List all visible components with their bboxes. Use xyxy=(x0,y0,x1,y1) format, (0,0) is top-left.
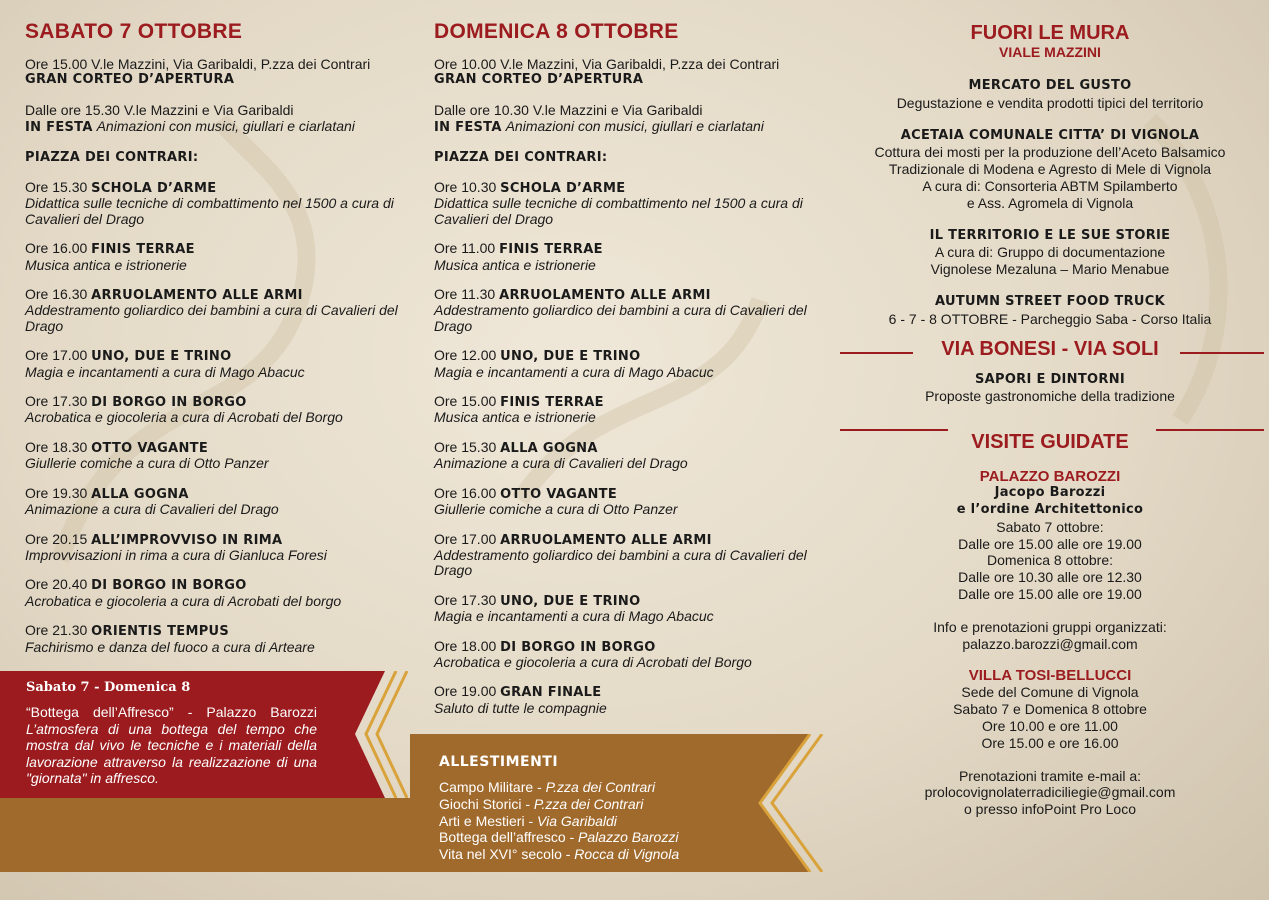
sat-festa-line: Dalle ore 15.30 V.le Mazzini e Via Garibaldi xyxy=(25,102,294,118)
sun-corteo-title: GRAN CORTEO D’APERTURA xyxy=(434,72,644,87)
event-time-title xyxy=(434,639,834,655)
event-time-title xyxy=(434,684,834,700)
allestimenti-item xyxy=(439,813,799,830)
sat-corteo-title: GRAN CORTEO D’APERTURA xyxy=(25,72,235,87)
event-title: ARRUOLAMENTO ALLE ARMI xyxy=(91,288,303,304)
event-time-title xyxy=(434,486,834,502)
event-item xyxy=(25,394,410,426)
acetaia-line: Cottura dei mosti per la produzione dell’Aceto Balsamico xyxy=(874,144,1226,161)
allestimenti-name: Arti e Mestieri - xyxy=(439,812,538,829)
allestimenti-list xyxy=(439,779,799,863)
sun-festa xyxy=(434,102,834,136)
sapori-desc: Proposte gastronomiche della tradizione xyxy=(925,388,1175,405)
event-time: Ore 16.30 xyxy=(25,286,88,303)
palazzo-line: Dalle ore 10.30 alle ore 12.30 xyxy=(958,569,1142,586)
event-title: ALLA GOGNA xyxy=(500,440,598,456)
allestimenti-item xyxy=(439,779,799,796)
event-desc: Acrobatica e giocoleria a cura di Acrobati del Borgo xyxy=(25,409,343,426)
event-time: Ore 12.00 xyxy=(434,347,497,364)
event-title: SCHOLA D’ARME xyxy=(500,181,626,196)
event-item xyxy=(25,180,410,227)
event-item xyxy=(25,623,410,655)
event-desc: Musica antica e istrionerie xyxy=(434,256,596,273)
event-desc: Magia e incantamenti a cura di Mago Abacuc xyxy=(25,363,305,380)
allestimenti-item xyxy=(439,846,799,863)
event-time: Ore 17.30 xyxy=(25,393,88,410)
event-item xyxy=(434,394,834,426)
event-time: Ore 15.00 xyxy=(434,393,497,410)
sapori-block xyxy=(840,372,1260,406)
event-title: FINIS TERRAE xyxy=(499,242,603,258)
villa-line: Sabato 7 e Domenica 8 ottobre xyxy=(953,701,1147,718)
mercato-block xyxy=(840,78,1260,112)
allestimenti-place: Via Garibaldi xyxy=(537,812,617,829)
event-desc: Didattica sulle tecniche di combattimento nel 1500 a cura di Cavalieri del Drago xyxy=(25,195,394,227)
allestimenti-place: P.zza dei Contrari xyxy=(533,795,644,812)
sun-festa-label: IN FESTA xyxy=(434,120,502,135)
event-item xyxy=(25,532,410,564)
event-item xyxy=(434,180,834,227)
event-item xyxy=(434,287,834,334)
event-title: ALLA GOGNA xyxy=(91,486,189,502)
event-title: DI BORGO IN BORGO xyxy=(91,395,247,411)
event-title: FINIS TERRAE xyxy=(500,395,604,411)
allestimenti-place: P.zza dei Contrari xyxy=(545,779,656,795)
event-title: ARRUOLAMENTO ALLE ARMI xyxy=(500,532,712,548)
event-title: DI BORGO IN BORGO xyxy=(500,639,656,655)
foodtruck-block xyxy=(840,294,1260,328)
event-time: Ore 17.00 xyxy=(434,530,497,547)
mercato-desc: Degustazione e vendita prodotti tipici del territorio xyxy=(896,94,1204,111)
event-time: Ore 17.00 xyxy=(25,347,88,364)
bonesi-header xyxy=(840,338,1260,362)
event-desc: Animazione a cura di Cavalieri del Drago xyxy=(434,455,688,472)
saturday-title: SABATO 7 OTTOBRE xyxy=(25,20,243,43)
palazzo-line: Sabato 7 ottobre: xyxy=(996,518,1104,535)
event-time-title xyxy=(25,348,410,364)
event-time: Ore 10.30 xyxy=(434,179,497,195)
allestimenti-name: Campo Militare - xyxy=(439,779,546,795)
event-desc: Giullerie comiche a cura di Otto Panzer xyxy=(434,501,678,518)
event-time: Ore 19.00 xyxy=(434,683,497,700)
info-email: palazzo.barozzi@gmail.com xyxy=(962,635,1138,652)
territorio-line: Vignolese Mezaluna – Mario Menabue xyxy=(930,261,1170,278)
sat-corteo-line: Ore 15.00 V.le Mazzini, Via Garibaldi, P.zza dei Contrari xyxy=(25,56,371,72)
visite-title: VISITE GUIDATE xyxy=(971,431,1129,454)
event-time-title xyxy=(25,577,410,593)
divider-right xyxy=(1156,429,1264,431)
event-time-title xyxy=(25,532,410,548)
acetaia-block xyxy=(840,128,1260,212)
villa-line: Ore 15.00 e ore 16.00 xyxy=(981,734,1119,751)
event-time-title xyxy=(25,394,410,410)
mercato-title: MERCATO DEL GUSTO xyxy=(968,78,1132,93)
event-desc: Animazione a cura di Cavalieri del Drago xyxy=(25,501,279,518)
sat-event-list xyxy=(25,180,410,655)
event-item xyxy=(434,532,834,579)
sunday-title: DOMENICA 8 OTTOBRE xyxy=(434,20,679,43)
event-item xyxy=(434,639,834,671)
info-block xyxy=(840,619,1260,653)
saturday-column xyxy=(25,0,410,669)
event-time: Ore 21.30 xyxy=(25,622,88,639)
palazzo-block xyxy=(840,469,1260,603)
fuori-title: FUORI LE MURA xyxy=(970,22,1130,44)
allestimenti-name: Bottega dell’affresco - xyxy=(439,829,579,846)
event-time: Ore 16.00 xyxy=(25,240,88,257)
event-title: OTTO VAGANTE xyxy=(91,440,209,456)
allestimenti-item xyxy=(439,796,799,813)
acetaia-line: Tradizionale di Modena e Agresto di Mele di Vignola xyxy=(888,161,1212,178)
territorio-line: A cura di: Gruppo di documentazione xyxy=(934,244,1166,261)
event-title: SCHOLA D’ARME xyxy=(91,181,217,196)
event-desc: Giullerie comiche a cura di Otto Panzer xyxy=(25,455,269,472)
prenotazioni-line: Prenotazioni tramite e-mail a: xyxy=(958,767,1142,784)
event-desc: Magia e incantamenti a cura di Mago Abacuc xyxy=(434,608,714,625)
palazzo-line: Dalle ore 15.00 alle ore 19.00 xyxy=(958,585,1142,602)
allestimenti-place: Palazzo Barozzi xyxy=(578,829,679,846)
bonesi-title: VIA BONESI - VIA SOLI xyxy=(941,337,1159,360)
sun-festa-line: Dalle ore 10.30 V.le Mazzini e Via Garibaldi xyxy=(434,102,703,118)
event-item xyxy=(434,348,834,380)
event-time-title xyxy=(434,440,834,456)
event-time: Ore 11.30 xyxy=(434,286,496,303)
sapori-title: SAPORI E DINTORNI xyxy=(974,371,1126,387)
event-title: DI BORGO IN BORGO xyxy=(91,578,247,594)
event-time: Ore 20.40 xyxy=(25,576,88,593)
event-time-title xyxy=(434,348,834,364)
event-desc: Didattica sulle tecniche di combattimento nel 1500 a cura di Cavalieri del Drago xyxy=(434,195,803,227)
fuori-subtitle: VIALE MAZZINI xyxy=(999,44,1101,60)
villa-title: VILLA TOSI-BELLUCCI xyxy=(968,667,1132,685)
fuori-header xyxy=(840,22,1260,60)
event-title: ORIENTIS TEMPUS xyxy=(91,624,230,640)
event-time: Ore 18.30 xyxy=(25,438,88,455)
event-desc: Musica antica e istrionerie xyxy=(25,256,187,273)
territorio-block xyxy=(840,228,1260,278)
visite-header xyxy=(840,429,1260,457)
event-time-title xyxy=(25,180,410,196)
event-item xyxy=(434,593,834,625)
event-desc: Improvvisazioni in rima a cura di Gianluca Foresi xyxy=(25,546,327,563)
allestimenti-name: Giochi Storici - xyxy=(439,795,534,812)
affresco-title: Sabato 7 - Domenica 8 xyxy=(26,680,191,695)
event-title: UNO, DUE E TRINO xyxy=(91,349,232,365)
sat-corteo xyxy=(25,56,410,88)
event-time-title xyxy=(25,486,410,502)
event-title: ALL’IMPROVVISO IN RIMA xyxy=(91,532,283,548)
event-item xyxy=(434,241,834,273)
event-time: Ore 18.00 xyxy=(434,637,497,654)
event-desc: Addestramento goliardico dei bambini a cura di Cavalieri del Drago xyxy=(25,302,398,334)
sun-piazza: PIAZZA DEI CONTRARI: xyxy=(434,150,608,165)
event-title: GRAN FINALE xyxy=(500,685,602,701)
villa-block xyxy=(840,668,1260,751)
acetaia-line: A cura di: Consorteria ABTM Spilamberto xyxy=(922,177,1178,194)
event-time: Ore 16.00 xyxy=(434,484,497,501)
foodtruck-title: AUTUMN STREET FOOD TRUCK xyxy=(935,293,1165,309)
event-item xyxy=(434,486,834,518)
event-time-title xyxy=(25,241,410,257)
event-desc: Addestramento goliardico dei bambini a cura di Cavalieri del Drago xyxy=(434,302,807,334)
sun-corteo-line: Ore 10.00 V.le Mazzini, Via Garibaldi, P.zza dei Contrari xyxy=(434,56,780,72)
acetaia-line: e Ass. Agromela di Vignola xyxy=(966,194,1134,211)
sat-festa-label: IN FESTA xyxy=(25,120,93,135)
event-desc: Acrobatica e giocoleria a cura di Acrobati del Borgo xyxy=(434,653,752,670)
event-time-title xyxy=(434,241,834,257)
sat-festa-desc: Animazioni con musici, giullari e ciarlatani xyxy=(96,118,355,134)
palazzo-line: Domenica 8 ottobre: xyxy=(986,552,1114,569)
event-desc: Acrobatica e giocoleria a cura di Acrobati del borgo xyxy=(25,592,342,609)
sunday-column xyxy=(434,0,834,730)
event-time: Ore 20.15 xyxy=(25,530,88,547)
event-desc: Musica antica e istrionerie xyxy=(434,409,596,426)
allestimenti-place: Rocca di Vignola xyxy=(574,846,680,863)
event-desc: Saluto di tutte le compagnie xyxy=(434,699,607,716)
event-item xyxy=(25,577,410,609)
event-time-title xyxy=(434,532,834,548)
event-time-title xyxy=(25,440,410,456)
sun-event-list xyxy=(434,180,834,716)
palazzo-title: PALAZZO BAROZZI xyxy=(979,468,1121,486)
foodtruck-line: 6 - 7 - 8 OTTOBRE - Parcheggio Saba - Corso Italia xyxy=(888,310,1212,327)
event-item xyxy=(25,486,410,518)
sun-festa-desc: Animazioni con musici, giullari e ciarlatani xyxy=(505,118,764,134)
divider-left xyxy=(840,352,913,354)
event-item xyxy=(25,241,410,273)
event-time-title xyxy=(434,394,834,410)
event-time: Ore 15.30 xyxy=(434,438,497,455)
sun-corteo xyxy=(434,56,834,88)
event-desc: Addestramento goliardico dei bambini a cura di Cavalieri del Drago xyxy=(434,546,807,579)
territorio-title: IL TERRITORIO E LE SUE STORIE xyxy=(929,227,1171,243)
event-desc: Magia e incantamenti a cura di Mago Abacuc xyxy=(434,363,714,380)
event-desc: Fachirismo e danza del fuoco a cura di Arteare xyxy=(25,638,315,655)
event-title: ARRUOLAMENTO ALLE ARMI xyxy=(499,288,711,304)
affresco-desc: L’atmosfera di una bottega del tempo che mostra dal vivo le tecniche e i materiali della lavorazione attraverso la realizzazione di una "giornata" in affresco. xyxy=(26,720,317,786)
sat-festa xyxy=(25,102,410,136)
villa-line: Ore 10.00 e ore 11.00 xyxy=(982,717,1118,734)
event-item xyxy=(25,440,410,472)
palazzo-subtitle: e l’ordine Architettonico xyxy=(956,501,1144,517)
event-time-title xyxy=(434,593,834,609)
event-item xyxy=(25,348,410,380)
event-title: UNO, DUE E TRINO xyxy=(500,593,641,609)
event-time: Ore 17.30 xyxy=(434,591,497,608)
allestimenti-name: Vita nel XVI° secolo - xyxy=(439,846,575,863)
allestimenti-item xyxy=(439,829,799,846)
allestimenti-title: ALLESTIMENTI xyxy=(439,754,559,770)
villa-line: Sede del Comune di Vignola xyxy=(961,684,1139,701)
event-item xyxy=(434,684,834,716)
prenotazioni-block xyxy=(840,768,1260,818)
event-time-title xyxy=(25,623,410,639)
event-time: Ore 11.00 xyxy=(434,240,496,257)
event-item xyxy=(434,440,834,472)
event-time-title xyxy=(434,180,834,196)
event-item xyxy=(25,287,410,334)
prenotazioni-email: prolocovignolaterradiciliegie@gmail.com xyxy=(924,784,1176,801)
sat-piazza: PIAZZA DEI CONTRARI: xyxy=(25,150,199,165)
palazzo-subtitle: Jacopo Barozzi xyxy=(994,485,1106,501)
palazzo-line: Dalle ore 15.00 alle ore 19.00 xyxy=(958,535,1142,552)
prenotazioni-line: o presso infoPoint Pro Loco xyxy=(964,801,1136,818)
divider-right xyxy=(1180,352,1264,354)
divider-left xyxy=(840,429,948,431)
event-time: Ore 19.30 xyxy=(25,484,88,501)
event-title: FINIS TERRAE xyxy=(91,242,195,258)
event-title: UNO, DUE E TRINO xyxy=(500,349,641,365)
affresco-panel xyxy=(26,680,317,787)
info-line: Info e prenotazioni gruppi organizzati: xyxy=(933,618,1167,635)
allestimenti-panel xyxy=(439,754,799,863)
event-time: Ore 15.30 xyxy=(25,179,88,195)
event-time-title xyxy=(25,287,410,303)
event-time-title xyxy=(434,287,834,303)
event-title: OTTO VAGANTE xyxy=(500,486,618,502)
affresco-line: “Bottega dell’Affresco” - Palazzo Barozzi xyxy=(26,704,317,720)
right-column xyxy=(840,0,1260,834)
acetaia-title: ACETAIA COMUNALE CITTA’ DI VIGNOLA xyxy=(900,127,1200,143)
